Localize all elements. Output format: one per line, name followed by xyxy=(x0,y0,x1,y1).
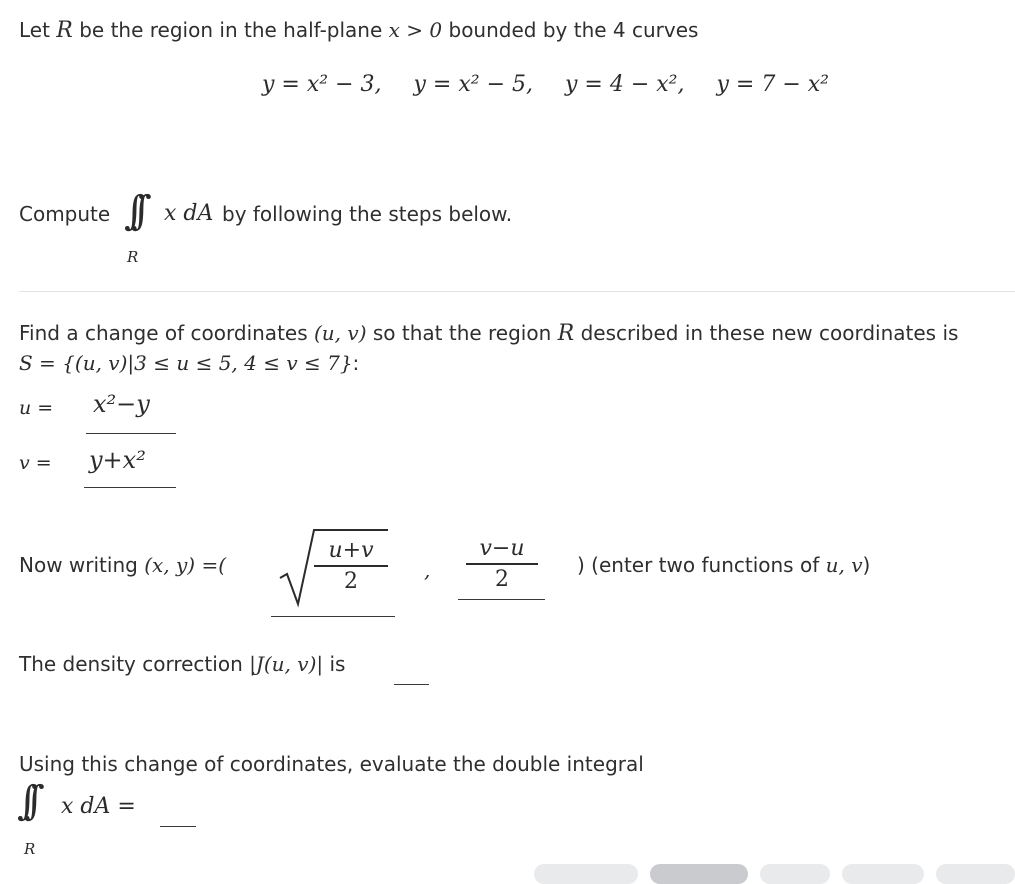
curve-2: y = x² − 5, xyxy=(413,72,533,97)
step2-hint xyxy=(577,553,870,577)
x-answer-field[interactable] xyxy=(276,528,390,608)
compute-region: R xyxy=(127,248,139,266)
step1-line1 xyxy=(19,321,958,346)
step2-hint-vars: u, v xyxy=(825,553,863,577)
step2-hint-close: ) xyxy=(862,553,871,577)
step1-region-var: R xyxy=(557,321,575,346)
step4-text: Using this change of coordinates, evaluate the double integral xyxy=(19,752,644,776)
u-answer-underline xyxy=(86,433,176,434)
final-answer-field[interactable] xyxy=(160,826,196,827)
y-answer-field[interactable] xyxy=(466,536,538,592)
u-label: u = xyxy=(19,397,54,419)
jacobian-answer-field[interactable] xyxy=(394,684,429,685)
y-numerator: v−u xyxy=(479,536,525,561)
x-answer-underline xyxy=(271,616,395,617)
step1-suffix: described in these new coordinates is xyxy=(580,321,959,345)
final-double-integral-icon: ∫∫ xyxy=(17,778,31,824)
intro-prefix: Let xyxy=(19,18,50,42)
v-answer-underline xyxy=(84,487,176,488)
step2-hint-prefix: (enter two functions of xyxy=(591,553,820,577)
y-answer-underline xyxy=(458,599,545,600)
intro-line xyxy=(19,18,698,43)
step2-close-paren: ) xyxy=(577,553,585,577)
step3-suffix: is xyxy=(329,652,346,676)
intro-suffix: bounded by the 4 curves xyxy=(448,18,699,42)
y-denominator: 2 xyxy=(495,566,509,592)
set-S-definition: S = {(u, v)|3 ≤ u ≤ 5, 4 ≤ v ≤ 7} xyxy=(19,351,353,375)
compute-prefix: Compute xyxy=(19,202,111,226)
step2-line xyxy=(19,553,226,577)
curves-display xyxy=(262,72,829,97)
curve-1: y = x² − 3, xyxy=(262,72,382,97)
u-answer-field[interactable]: x²−y xyxy=(93,390,150,418)
section-divider xyxy=(19,291,1015,292)
compute-integrand: x dA xyxy=(164,201,214,226)
final-integrand: x dA = xyxy=(61,794,136,819)
intro-condition: x > 0 xyxy=(388,18,443,42)
nav-tab-2[interactable] xyxy=(650,864,748,884)
nav-tab-5[interactable] xyxy=(936,864,1015,884)
curve-3: y = 4 − x², xyxy=(565,72,685,97)
step2-comma: , xyxy=(424,558,431,582)
nav-tab-4[interactable] xyxy=(842,864,924,884)
intro-region-var: R xyxy=(56,18,73,43)
v-answer-field[interactable]: y+x² xyxy=(89,446,146,474)
step3-line xyxy=(19,652,345,676)
step1-colon: : xyxy=(352,351,360,375)
v-label: v = xyxy=(19,452,52,474)
double-integral-icon: ∫∫ xyxy=(124,188,138,234)
step1-line2 xyxy=(19,351,359,375)
intro-middle: be the region in the half-plane xyxy=(79,18,383,42)
final-region: R xyxy=(24,840,36,858)
compute-suffix: by following the steps below. xyxy=(222,202,513,226)
step2-xy: (x, y) =( xyxy=(144,553,227,577)
x-denominator: 2 xyxy=(344,568,358,594)
nav-tab-1[interactable] xyxy=(534,864,638,884)
jacobian-expression: |J(u, v)| xyxy=(249,652,324,676)
sqrt-icon xyxy=(276,528,316,608)
step2-prefix: Now writing xyxy=(19,553,138,577)
step1-mid: so that the region xyxy=(372,321,552,345)
x-numerator: u+v xyxy=(328,538,374,563)
step1-uv: (u, v) xyxy=(314,321,367,345)
step3-prefix: The density correction xyxy=(19,652,243,676)
step1-prefix: Find a change of coordinates xyxy=(19,321,308,345)
curve-4: y = 7 − x² xyxy=(716,72,829,97)
nav-tab-3[interactable] xyxy=(760,864,830,884)
